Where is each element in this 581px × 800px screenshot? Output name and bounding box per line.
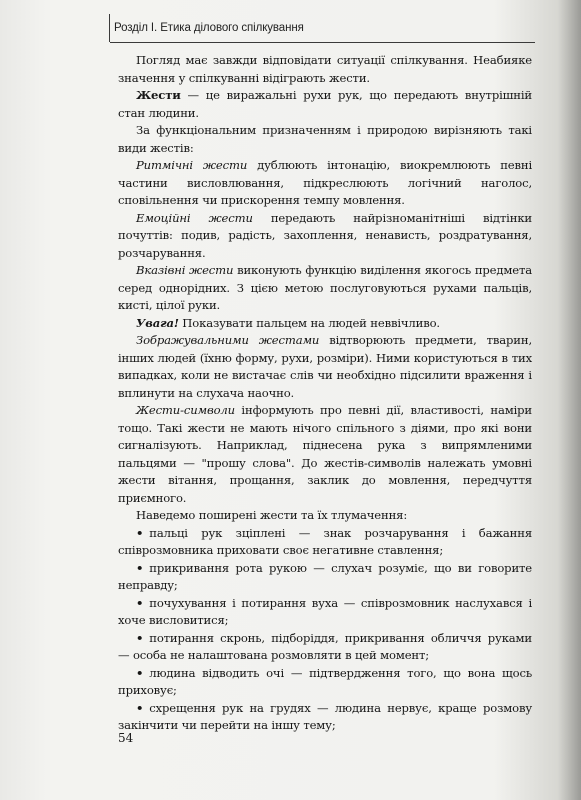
- term: Вказівні жести: [136, 263, 234, 277]
- term: Жести-символи: [136, 403, 235, 417]
- bullet-item: [118, 700, 532, 735]
- definition-text: відтворюють предмети, тварин, інших людей (їхню форму, рухи, розміри). Ними користуються в тих випадках, коли не вистачає слів чи необхідно підсилити враження і вплинути на слухача наочно.: [118, 333, 532, 400]
- bullet-text: потирання скронь, підборіддя, прикривання обличчя руками — особа не налаштована розмовляти в цей момент;: [118, 630, 532, 662]
- bullet-item: [118, 525, 532, 560]
- paragraph: Наведемо поширені жести та їх тлумачення:: [136, 508, 408, 522]
- page-number: 54: [118, 731, 134, 745]
- definition-text: передають найрізноманітніші відтінки почуттів: подив, радість, захоплення, ненависть, роздратування, розчарування.: [118, 210, 532, 260]
- definition-text: Показувати пальцем на людей неввічливо.: [178, 315, 440, 330]
- term: Жести: [136, 88, 181, 102]
- definition-text: дублюють інтонацію, виокремлюють певні частини висловлювання, підкреслюють логічний наголос, сповільнення чи прискорення темпу мовлення.: [118, 158, 532, 207]
- paragraph: Погляд має завжди відповідати ситуації спілкування. Неабияке значення у спілкуванні відіграють жести.: [118, 53, 532, 85]
- definition-paragraph: [118, 210, 532, 263]
- bullet-item: [118, 665, 532, 700]
- definition-paragraph: [118, 332, 532, 402]
- definition-text: — це виражальні рухи рук, що передають внутрішній стан людини.: [118, 88, 532, 120]
- term: Ритмічні жести: [136, 158, 248, 172]
- bullet-item: [118, 560, 532, 595]
- running-header: [110, 14, 535, 43]
- definition-paragraph: [118, 315, 532, 333]
- definition-text: інформують про певні дії, властивості, наміри тощо. Такі жести не мають нічого спільного з діями, про які вони сигналізують. Наприклад, піднесена рука з випрямленими пальцями — "прошу слова". До жестів-символів належать умовні жести вітання, прощання, заклик до мовлення, передчуття приємного.: [118, 403, 532, 505]
- bullet-item: [118, 630, 532, 665]
- definition-paragraph: [118, 157, 532, 210]
- term: Емоційні жести: [136, 210, 253, 225]
- term: Зображувальними жестами: [136, 333, 320, 347]
- paragraph: За функціональним призначенням і природою вирізняють такі види жестів:: [118, 123, 532, 155]
- bullet-item: [118, 595, 532, 630]
- bullet-text: схрещення рук на грудях — людина нервує, краще розмову закінчити чи перейти на іншу тему;: [118, 700, 532, 732]
- body-text: [118, 52, 532, 735]
- chapter-title: Розділ І. Етика ділового спілкування: [114, 22, 304, 34]
- bullet-text: пальці рук зціплені — знак розчарування і бажання співрозмовника приховати своє негативне ставлення;: [118, 525, 532, 557]
- bullet-text: прикривання рота рукою — слухач розуміє, що ви говорите неправду;: [118, 560, 532, 592]
- definition-paragraph: [118, 402, 532, 507]
- definition-text: виконують функцію виділення якогось предмета серед однорідних. З цією метою послуговуються рухами пальців, кисті, цілої руки.: [118, 263, 532, 312]
- bullet-text: людина відводить очі — підтвердження того, що вона щось приховує;: [118, 665, 532, 697]
- bullet-text: почухування і потирання вуха — співрозмовник наслухався і хоче висловитися;: [118, 595, 532, 627]
- definition-paragraph: [118, 262, 532, 315]
- header-rule: [0, 14, 110, 42]
- definition-paragraph: [118, 87, 532, 122]
- warning-label: Увага!: [136, 315, 179, 330]
